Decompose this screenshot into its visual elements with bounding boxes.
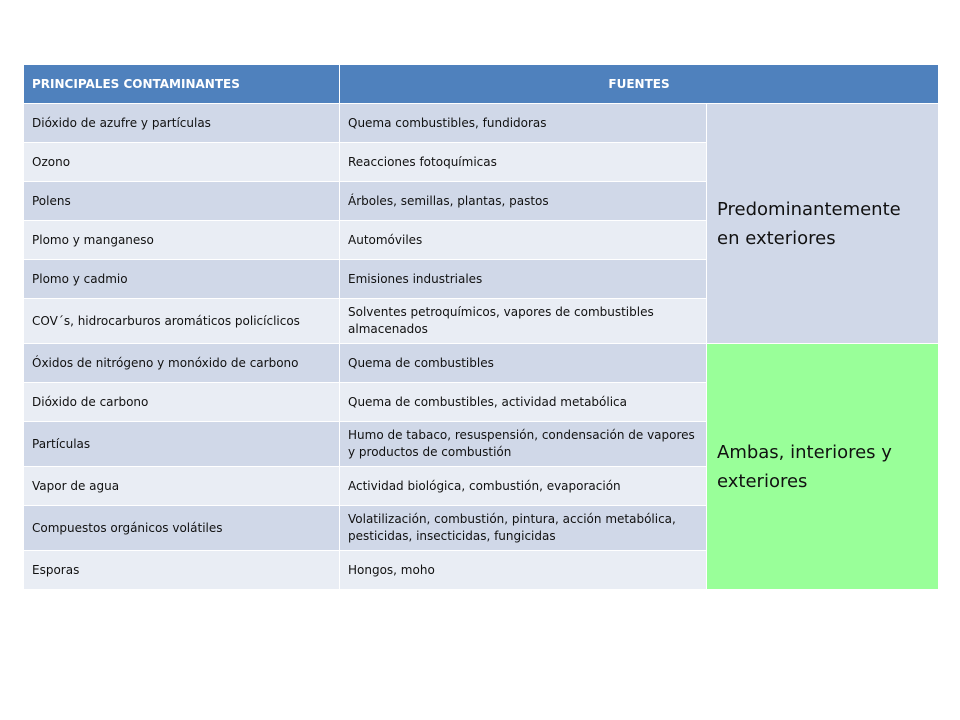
- pollutant-cell: Compuestos orgánicos volátiles: [24, 506, 340, 551]
- table-row: [24, 344, 939, 383]
- source-cell: Humo de tabaco, resuspensión, condensación de vapores y productos de combustión: [340, 422, 707, 467]
- pollutant-cell: Dióxido de carbono: [24, 383, 340, 422]
- pollutants-table: [23, 64, 939, 590]
- table-row: [24, 104, 939, 143]
- source-cell: Hongos, moho: [340, 551, 707, 590]
- source-cell: Quema de combustibles, actividad metabólica: [340, 383, 707, 422]
- group-label-both: Ambas, interiores y exteriores: [707, 344, 939, 590]
- source-cell: Automóviles: [340, 221, 707, 260]
- pollutant-cell: Ozono: [24, 143, 340, 182]
- source-cell: Quema combustibles, fundidoras: [340, 104, 707, 143]
- pollutant-cell: Polens: [24, 182, 340, 221]
- pollutant-cell: Partículas: [24, 422, 340, 467]
- header-sources: FUENTES: [340, 65, 939, 104]
- pollutant-cell: Óxidos de nitrógeno y monóxido de carbono: [24, 344, 340, 383]
- header-pollutants: PRINCIPALES CONTAMINANTES: [24, 65, 340, 104]
- pollutant-cell: Dióxido de azufre y partículas: [24, 104, 340, 143]
- group-label-outdoor: Predominantemente en exteriores: [707, 104, 939, 344]
- source-cell: Emisiones industriales: [340, 260, 707, 299]
- source-cell: Solventes petroquímicos, vapores de combustibles almacenados: [340, 299, 707, 344]
- source-cell: Volatilización, combustión, pintura, acción metabólica, pesticidas, insecticidas, fungicidas: [340, 506, 707, 551]
- source-cell: Árboles, semillas, plantas, pastos: [340, 182, 707, 221]
- source-cell: Reacciones fotoquímicas: [340, 143, 707, 182]
- pollutant-cell: Vapor de agua: [24, 467, 340, 506]
- source-cell: Actividad biológica, combustión, evaporación: [340, 467, 707, 506]
- pollutant-cell: Esporas: [24, 551, 340, 590]
- pollutant-cell: Plomo y manganeso: [24, 221, 340, 260]
- header-row: [24, 65, 939, 104]
- pollutant-cell: COV´s, hidrocarburos aromáticos policíclicos: [24, 299, 340, 344]
- source-cell: Quema de combustibles: [340, 344, 707, 383]
- pollutant-cell: Plomo y cadmio: [24, 260, 340, 299]
